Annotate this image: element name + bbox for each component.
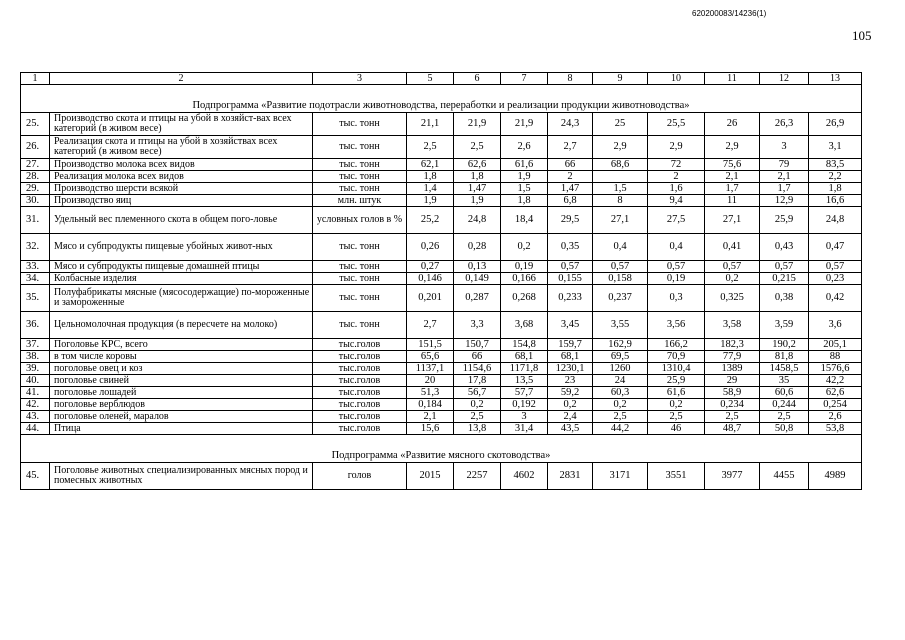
table-row (21, 423, 862, 435)
indicator-name: поголовье оленей, маралов (50, 411, 313, 423)
value-cell: 2,1 (407, 411, 454, 423)
value-cell: 2,5 (648, 411, 705, 423)
value-cell: 1,5 (501, 183, 548, 195)
table-row (21, 273, 862, 285)
value-cell: 1137,1 (407, 363, 454, 375)
value-cell: 0,47 (809, 234, 862, 261)
header-row (21, 73, 862, 85)
value-cell: 62,6 (809, 387, 862, 399)
value-cell: 0,35 (548, 234, 593, 261)
value-cell: 0,192 (501, 399, 548, 411)
value-cell (593, 171, 648, 183)
column-header: 7 (501, 73, 548, 85)
value-cell: 0,57 (809, 261, 862, 273)
value-cell: 4989 (809, 463, 862, 490)
unit: условных голов в % (313, 207, 407, 234)
value-cell: 0,13 (454, 261, 501, 273)
value-cell: 1171,8 (501, 363, 548, 375)
unit: тыс.голов (313, 363, 407, 375)
indicator-name: Поголовье КРС, всего (50, 339, 313, 351)
row-number: 28. (21, 171, 50, 183)
value-cell: 2,1 (760, 171, 809, 183)
row-number: 43. (21, 411, 50, 423)
value-cell: 24,3 (548, 113, 593, 136)
unit: тыс.голов (313, 411, 407, 423)
value-cell: 29 (705, 375, 760, 387)
value-cell: 25,9 (760, 207, 809, 234)
value-cell: 26,9 (809, 113, 862, 136)
value-cell: 0,166 (501, 273, 548, 285)
value-cell: 1,7 (760, 183, 809, 195)
value-cell: 0,26 (407, 234, 454, 261)
value-cell: 1260 (593, 363, 648, 375)
value-cell: 0,268 (501, 285, 548, 312)
value-cell: 0,41 (705, 234, 760, 261)
value-cell: 9,4 (648, 195, 705, 207)
value-cell: 60,3 (593, 387, 648, 399)
row-number: 25. (21, 113, 50, 136)
column-header: 9 (593, 73, 648, 85)
value-cell: 21,9 (501, 113, 548, 136)
column-header: 1 (21, 73, 50, 85)
value-cell: 2,5 (454, 411, 501, 423)
section-title: Подпрограмма «Развитие мясного скотоводства» (21, 435, 862, 463)
value-cell: 0,233 (548, 285, 593, 312)
value-cell: 3,1 (809, 136, 862, 159)
indicator-name: Мясо и субпродукты пищевые убойных живот-ных (50, 234, 313, 261)
row-number: 29. (21, 183, 50, 195)
value-cell: 58,9 (705, 387, 760, 399)
value-cell: 18,4 (501, 207, 548, 234)
value-cell: 70,9 (648, 351, 705, 363)
value-cell: 1,4 (407, 183, 454, 195)
value-cell: 3977 (705, 463, 760, 490)
value-cell: 2,7 (407, 312, 454, 339)
value-cell: 0,155 (548, 273, 593, 285)
value-cell: 3551 (648, 463, 705, 490)
indicator-name: Производство молока всех видов (50, 159, 313, 171)
value-cell: 68,6 (593, 159, 648, 171)
value-cell: 50,8 (760, 423, 809, 435)
value-cell: 1,47 (548, 183, 593, 195)
value-cell: 1,7 (705, 183, 760, 195)
value-cell: 0,57 (705, 261, 760, 273)
indicator-name: Реализация молока всех видов (50, 171, 313, 183)
row-number: 27. (21, 159, 50, 171)
value-cell: 2,7 (548, 136, 593, 159)
value-cell: 1576,6 (809, 363, 862, 375)
table-row (21, 285, 862, 312)
value-cell: 0,2 (593, 399, 648, 411)
value-cell: 3,56 (648, 312, 705, 339)
row-number: 32. (21, 234, 50, 261)
indicator-name: Реализация скота и птицы на убой в хозяйствах всех категорий (в живом весе) (50, 136, 313, 159)
value-cell: 2,5 (454, 136, 501, 159)
value-cell: 1154,6 (454, 363, 501, 375)
value-cell: 79 (760, 159, 809, 171)
row-number: 34. (21, 273, 50, 285)
value-cell: 1,8 (454, 171, 501, 183)
table-row (21, 387, 862, 399)
table-row (21, 351, 862, 363)
value-cell: 72 (648, 159, 705, 171)
column-header: 11 (705, 73, 760, 85)
value-cell: 0,2 (648, 399, 705, 411)
value-cell: 150,7 (454, 339, 501, 351)
value-cell: 2,6 (501, 136, 548, 159)
value-cell: 1,8 (501, 195, 548, 207)
table-row (21, 411, 862, 423)
value-cell: 25,2 (407, 207, 454, 234)
indicator-name: Цельномолочная продукция (в пересчете на молоко) (50, 312, 313, 339)
value-cell: 23 (548, 375, 593, 387)
row-number: 41. (21, 387, 50, 399)
value-cell: 1,8 (407, 171, 454, 183)
value-cell: 0,57 (760, 261, 809, 273)
value-cell: 61,6 (648, 387, 705, 399)
row-number: 35. (21, 285, 50, 312)
value-cell: 53,8 (809, 423, 862, 435)
indicator-name: Производство яиц (50, 195, 313, 207)
table-row (21, 234, 862, 261)
value-cell: 2831 (548, 463, 593, 490)
unit: тыс. тонн (313, 285, 407, 312)
value-cell: 43,5 (548, 423, 593, 435)
value-cell: 1230,1 (548, 363, 593, 375)
value-cell: 0,158 (593, 273, 648, 285)
value-cell: 3171 (593, 463, 648, 490)
value-cell: 27,5 (648, 207, 705, 234)
indicator-name: в том числе коровы (50, 351, 313, 363)
value-cell: 25 (593, 113, 648, 136)
value-cell: 2,9 (593, 136, 648, 159)
value-cell: 27,1 (705, 207, 760, 234)
value-cell: 0,23 (809, 273, 862, 285)
section-title-row (21, 435, 862, 463)
value-cell: 0,254 (809, 399, 862, 411)
value-cell: 2,5 (593, 411, 648, 423)
value-cell: 75,6 (705, 159, 760, 171)
value-cell: 12,9 (760, 195, 809, 207)
indicator-name: поголовье свиней (50, 375, 313, 387)
unit: голов (313, 463, 407, 490)
unit: тыс.голов (313, 423, 407, 435)
value-cell: 0,57 (593, 261, 648, 273)
value-cell: 0,4 (648, 234, 705, 261)
indicator-name: Удельный вес племенного скота в общем пого-ловье (50, 207, 313, 234)
value-cell: 62,6 (454, 159, 501, 171)
value-cell: 0,42 (809, 285, 862, 312)
table-row (21, 136, 862, 159)
unit: тыс. тонн (313, 234, 407, 261)
column-header: 10 (648, 73, 705, 85)
value-cell: 0,2 (454, 399, 501, 411)
table-row (21, 339, 862, 351)
value-cell: 15,6 (407, 423, 454, 435)
column-header: 5 (407, 73, 454, 85)
value-cell: 56,7 (454, 387, 501, 399)
indicator-name: поголовье верблюдов (50, 399, 313, 411)
table-row (21, 183, 862, 195)
row-number: 26. (21, 136, 50, 159)
table-row (21, 113, 862, 136)
value-cell: 21,1 (407, 113, 454, 136)
value-cell: 190,2 (760, 339, 809, 351)
indicator-name: Производство шерсти всякой (50, 183, 313, 195)
value-cell: 0,149 (454, 273, 501, 285)
row-number: 31. (21, 207, 50, 234)
unit: тыс. тонн (313, 273, 407, 285)
row-number: 38. (21, 351, 50, 363)
value-cell: 4602 (501, 463, 548, 490)
value-cell: 25,9 (648, 375, 705, 387)
value-cell: 0,287 (454, 285, 501, 312)
value-cell: 1,9 (407, 195, 454, 207)
unit: тыс. тонн (313, 171, 407, 183)
value-cell: 17,8 (454, 375, 501, 387)
table-row (21, 312, 862, 339)
value-cell: 8 (593, 195, 648, 207)
value-cell: 0,2 (705, 273, 760, 285)
value-cell: 24,8 (809, 207, 862, 234)
indicator-name: Мясо и субпродукты пищевые домашней птицы (50, 261, 313, 273)
value-cell: 2,5 (407, 136, 454, 159)
column-header: 8 (548, 73, 593, 85)
value-cell: 166,2 (648, 339, 705, 351)
value-cell: 0,215 (760, 273, 809, 285)
value-cell: 65,6 (407, 351, 454, 363)
unit: тыс. тонн (313, 113, 407, 136)
value-cell: 1458,5 (760, 363, 809, 375)
value-cell: 24,8 (454, 207, 501, 234)
value-cell: 3,55 (593, 312, 648, 339)
value-cell: 0,3 (648, 285, 705, 312)
table-row (21, 261, 862, 273)
value-cell: 2 (648, 171, 705, 183)
value-cell: 13,5 (501, 375, 548, 387)
value-cell: 24 (593, 375, 648, 387)
value-cell: 0,244 (760, 399, 809, 411)
value-cell: 0,201 (407, 285, 454, 312)
table-row (21, 195, 862, 207)
column-header: 13 (809, 73, 862, 85)
value-cell: 3 (760, 136, 809, 159)
value-cell: 1,8 (809, 183, 862, 195)
value-cell: 61,6 (501, 159, 548, 171)
value-cell: 151,5 (407, 339, 454, 351)
value-cell: 6,8 (548, 195, 593, 207)
column-header: 12 (760, 73, 809, 85)
value-cell: 44,2 (593, 423, 648, 435)
row-number: 30. (21, 195, 50, 207)
value-cell: 0,184 (407, 399, 454, 411)
row-number: 42. (21, 399, 50, 411)
value-cell: 35 (760, 375, 809, 387)
value-cell: 182,3 (705, 339, 760, 351)
value-cell: 88 (809, 351, 862, 363)
section-title: Подпрограмма «Развитие подотрасли животноводства, переработки и реализации продукции животноводства» (21, 85, 862, 113)
value-cell: 2,5 (705, 411, 760, 423)
value-cell: 26 (705, 113, 760, 136)
value-cell: 29,5 (548, 207, 593, 234)
unit: тыс.голов (313, 399, 407, 411)
value-cell: 0,2 (501, 234, 548, 261)
row-number: 45. (21, 463, 50, 490)
value-cell: 2,6 (809, 411, 862, 423)
value-cell: 162,9 (593, 339, 648, 351)
value-cell: 81,8 (760, 351, 809, 363)
value-cell: 59,2 (548, 387, 593, 399)
value-cell: 46 (648, 423, 705, 435)
value-cell: 1310,4 (648, 363, 705, 375)
value-cell: 3,58 (705, 312, 760, 339)
row-number: 33. (21, 261, 50, 273)
value-cell: 66 (548, 159, 593, 171)
indicator-name: поголовье лошадей (50, 387, 313, 399)
table-row (21, 171, 862, 183)
indicator-name: поголовье овец и коз (50, 363, 313, 375)
value-cell: 2015 (407, 463, 454, 490)
value-cell: 3,45 (548, 312, 593, 339)
unit: млн. штук (313, 195, 407, 207)
value-cell: 16,6 (809, 195, 862, 207)
unit: тыс.голов (313, 339, 407, 351)
unit: тыс. тонн (313, 136, 407, 159)
value-cell: 0,57 (548, 261, 593, 273)
value-cell: 1389 (705, 363, 760, 375)
value-cell: 66 (454, 351, 501, 363)
unit: тыс. тонн (313, 159, 407, 171)
value-cell: 0,234 (705, 399, 760, 411)
value-cell: 48,7 (705, 423, 760, 435)
row-number: 40. (21, 375, 50, 387)
table-row (21, 463, 862, 490)
value-cell: 2,2 (809, 171, 862, 183)
indicator-name: Полуфабрикаты мясные (мясосодержащие) по-мороженные и замороженные (50, 285, 313, 312)
value-cell: 1,47 (454, 183, 501, 195)
value-cell: 0,38 (760, 285, 809, 312)
value-cell: 11 (705, 195, 760, 207)
value-cell: 26,3 (760, 113, 809, 136)
value-cell: 1,9 (501, 171, 548, 183)
value-cell: 0,19 (648, 273, 705, 285)
table-row (21, 375, 862, 387)
value-cell: 3,68 (501, 312, 548, 339)
value-cell: 2,5 (760, 411, 809, 423)
value-cell: 0,19 (501, 261, 548, 273)
column-header: 6 (454, 73, 501, 85)
unit: тыс. тонн (313, 261, 407, 273)
value-cell: 2257 (454, 463, 501, 490)
row-number: 36. (21, 312, 50, 339)
value-cell: 2,1 (705, 171, 760, 183)
column-header: 2 (50, 73, 313, 85)
value-cell: 2,9 (648, 136, 705, 159)
value-cell: 4455 (760, 463, 809, 490)
value-cell: 0,2 (548, 399, 593, 411)
value-cell: 2,4 (548, 411, 593, 423)
value-cell: 42,2 (809, 375, 862, 387)
value-cell: 13,8 (454, 423, 501, 435)
value-cell: 69,5 (593, 351, 648, 363)
value-cell: 83,5 (809, 159, 862, 171)
document-code: 620200083/14236(1) (692, 9, 767, 18)
value-cell: 60,6 (760, 387, 809, 399)
value-cell: 0,57 (648, 261, 705, 273)
unit: тыс.голов (313, 351, 407, 363)
value-cell: 0,28 (454, 234, 501, 261)
indicator-name: Производство скота и птицы на убой в хозяйст-вах всех категорий (в живом весе) (50, 113, 313, 136)
value-cell: 0,43 (760, 234, 809, 261)
value-cell: 3,3 (454, 312, 501, 339)
value-cell: 20 (407, 375, 454, 387)
value-cell: 57,7 (501, 387, 548, 399)
value-cell: 3 (501, 411, 548, 423)
table-row (21, 399, 862, 411)
value-cell: 205,1 (809, 339, 862, 351)
value-cell: 68,1 (548, 351, 593, 363)
value-cell: 25,5 (648, 113, 705, 136)
table-row (21, 207, 862, 234)
value-cell: 154,8 (501, 339, 548, 351)
value-cell: 0,237 (593, 285, 648, 312)
table-row (21, 363, 862, 375)
indicator-name: Поголовье животных специализированных мясных пород и помесных животных (50, 463, 313, 490)
page-number: 105 (852, 28, 872, 43)
unit: тыс. тонн (313, 183, 407, 195)
value-cell: 159,7 (548, 339, 593, 351)
value-cell: 0,4 (593, 234, 648, 261)
value-cell: 68,1 (501, 351, 548, 363)
unit: тыс.голов (313, 375, 407, 387)
indicators-table (20, 72, 862, 490)
table-row (21, 159, 862, 171)
value-cell: 0,27 (407, 261, 454, 273)
indicator-name: Птица (50, 423, 313, 435)
value-cell: 62,1 (407, 159, 454, 171)
indicator-name: Колбасные изделия (50, 273, 313, 285)
value-cell: 3,6 (809, 312, 862, 339)
row-number: 37. (21, 339, 50, 351)
value-cell: 77,9 (705, 351, 760, 363)
value-cell: 0,146 (407, 273, 454, 285)
value-cell: 21,9 (454, 113, 501, 136)
value-cell: 0,325 (705, 285, 760, 312)
value-cell: 1,5 (593, 183, 648, 195)
unit: тыс. тонн (313, 312, 407, 339)
row-number: 44. (21, 423, 50, 435)
value-cell: 2,9 (705, 136, 760, 159)
unit: тыс.голов (313, 387, 407, 399)
value-cell: 31,4 (501, 423, 548, 435)
value-cell: 2 (548, 171, 593, 183)
column-header: 3 (313, 73, 407, 85)
value-cell: 1,6 (648, 183, 705, 195)
value-cell: 27,1 (593, 207, 648, 234)
value-cell: 3,59 (760, 312, 809, 339)
row-number: 39. (21, 363, 50, 375)
value-cell: 51,3 (407, 387, 454, 399)
section-title-row (21, 85, 862, 113)
value-cell: 1,9 (454, 195, 501, 207)
